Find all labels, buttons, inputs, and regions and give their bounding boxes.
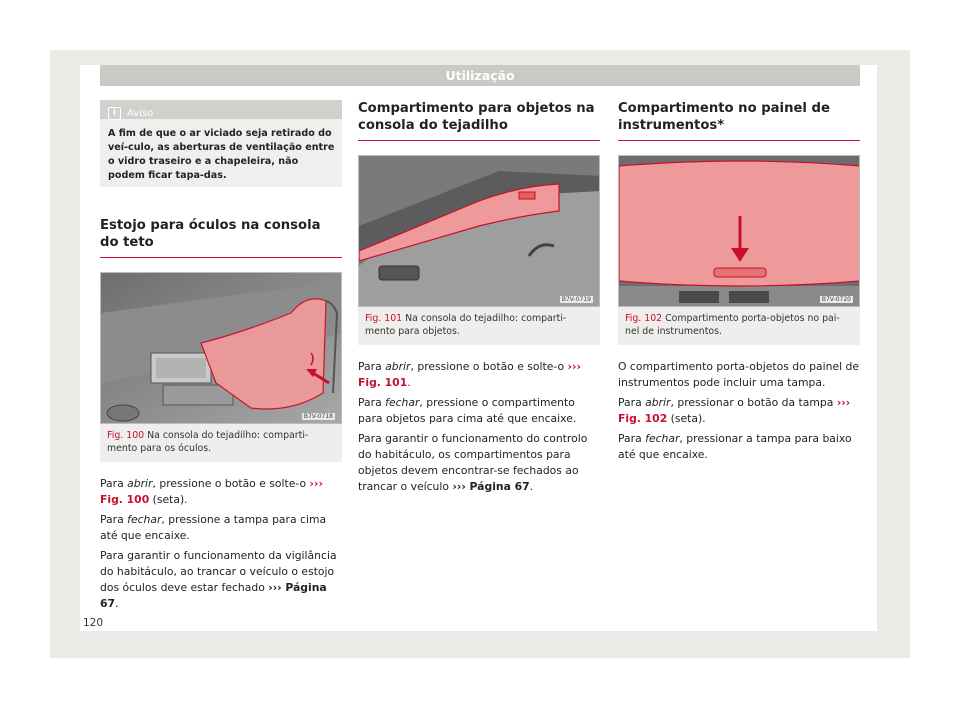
column-2 bbox=[358, 100, 600, 499]
emphasis: fechar bbox=[645, 432, 680, 445]
emphasis: abrir bbox=[127, 477, 153, 490]
figure-100 bbox=[100, 272, 342, 462]
emphasis: abrir bbox=[645, 396, 671, 409]
figure-caption-text: Compartimento porta-objetos no pai-nel de instrumentos. bbox=[625, 313, 840, 337]
figure-100-image bbox=[100, 272, 342, 424]
text: . bbox=[529, 480, 534, 493]
section-title-glasses-case: Estojo para óculos na consola do teto bbox=[100, 217, 342, 258]
figure-code: B7V-0720 bbox=[821, 296, 851, 303]
warning-text: A fim de que o ar viciado seja retirado do veí-culo, as aberturas de ventilação entre o vidro traseiro e a chapeleira, não podem ficar tapa-das. bbox=[108, 128, 335, 181]
text: . bbox=[407, 376, 411, 389]
section-title-object-compartment: Compartimento para objetos na consola do tejadilho bbox=[358, 100, 600, 141]
text: . bbox=[115, 597, 119, 610]
emphasis: fechar bbox=[127, 513, 162, 526]
body-text-col3 bbox=[618, 359, 860, 463]
text: Para garantir o funcionamento da vigilância do habitáculo, ao trancar o veículo o estojo dos óculos deve estar fechado bbox=[100, 549, 337, 594]
paragraph bbox=[358, 395, 600, 427]
figure-code: B7V-0719 bbox=[561, 296, 591, 303]
text: Para garantir o funcionamento do controlo do habitáculo, os compartimentos para objetos devem encontrar-se fechados ao trancar o veículo bbox=[358, 432, 588, 493]
text: Para bbox=[618, 432, 646, 445]
roof-console-glasses-illustration bbox=[101, 273, 342, 423]
paragraph bbox=[358, 431, 600, 495]
figure-caption bbox=[618, 307, 860, 345]
paragraph bbox=[100, 548, 342, 612]
figure-link[interactable]: ››› Fig. 102 bbox=[618, 396, 851, 425]
figure-link[interactable]: ››› Fig. 101 bbox=[358, 360, 581, 389]
paragraph bbox=[618, 395, 860, 427]
info-icon: i bbox=[108, 107, 121, 120]
figure-code: B7V-0718 bbox=[303, 413, 333, 420]
section-title-dashboard-compartment: Compartimento no painel de instrumentos* bbox=[618, 100, 860, 141]
emphasis: fechar bbox=[385, 396, 420, 409]
paragraph bbox=[618, 431, 860, 463]
paragraph bbox=[100, 512, 342, 544]
figure-caption-text: Na consola do tejadilho: comparti-mento para os óculos. bbox=[107, 430, 309, 454]
dashboard-compartment-illustration bbox=[619, 156, 860, 306]
paragraph bbox=[100, 476, 342, 508]
emphasis: abrir bbox=[385, 360, 411, 373]
figure-caption-text: Na consola do tejadilho: comparti-mento para objetos. bbox=[365, 313, 567, 337]
warning-label: Aviso bbox=[127, 108, 154, 119]
text: , pressione o compartimento para objetos para cima até que encaixe. bbox=[358, 396, 577, 425]
figure-101 bbox=[358, 155, 600, 345]
body-text-col2 bbox=[358, 359, 600, 495]
text: , pressione o botão e solte-o bbox=[152, 477, 310, 490]
text: Para bbox=[100, 513, 128, 526]
column-3 bbox=[618, 100, 860, 467]
section-header: Utilização bbox=[100, 65, 860, 86]
figure-102 bbox=[618, 155, 860, 345]
text: , pressione o botão e solte-o bbox=[410, 360, 568, 373]
warning-box bbox=[100, 100, 342, 187]
text: Para bbox=[358, 396, 386, 409]
figure-number: Fig. 102 bbox=[625, 313, 663, 324]
text: Para bbox=[618, 396, 646, 409]
figure-number: Fig. 100 bbox=[107, 430, 145, 441]
column-1 bbox=[100, 100, 342, 616]
figure-number: Fig. 101 bbox=[365, 313, 403, 324]
paragraph: O compartimento porta-objetos do painel de instrumentos pode incluir uma tampa. bbox=[618, 360, 860, 389]
page-link[interactable]: ››› Página 67 bbox=[452, 480, 530, 493]
figure-link[interactable]: ››› Fig. 100 bbox=[100, 477, 323, 506]
text: (seta). bbox=[149, 493, 188, 506]
roof-console-object-illustration bbox=[359, 156, 600, 306]
warning-header bbox=[108, 107, 153, 120]
paragraph bbox=[358, 359, 600, 391]
text: Para bbox=[358, 360, 386, 373]
figure-102-image bbox=[618, 155, 860, 307]
text: , pressionar a tampa para baixo até que encaixe. bbox=[618, 432, 852, 461]
text: , pressionar o botão da tampa bbox=[670, 396, 837, 409]
page-number: 120 bbox=[83, 617, 104, 629]
page-link[interactable]: ››› Página 67 bbox=[100, 581, 327, 610]
figure-caption bbox=[100, 424, 342, 462]
text: Para bbox=[100, 477, 128, 490]
figure-101-image bbox=[358, 155, 600, 307]
body-text-col1 bbox=[100, 476, 342, 612]
text: , pressione a tampa para cima até que encaixe. bbox=[100, 513, 327, 542]
figure-caption bbox=[358, 307, 600, 345]
text: (seta). bbox=[667, 412, 706, 425]
